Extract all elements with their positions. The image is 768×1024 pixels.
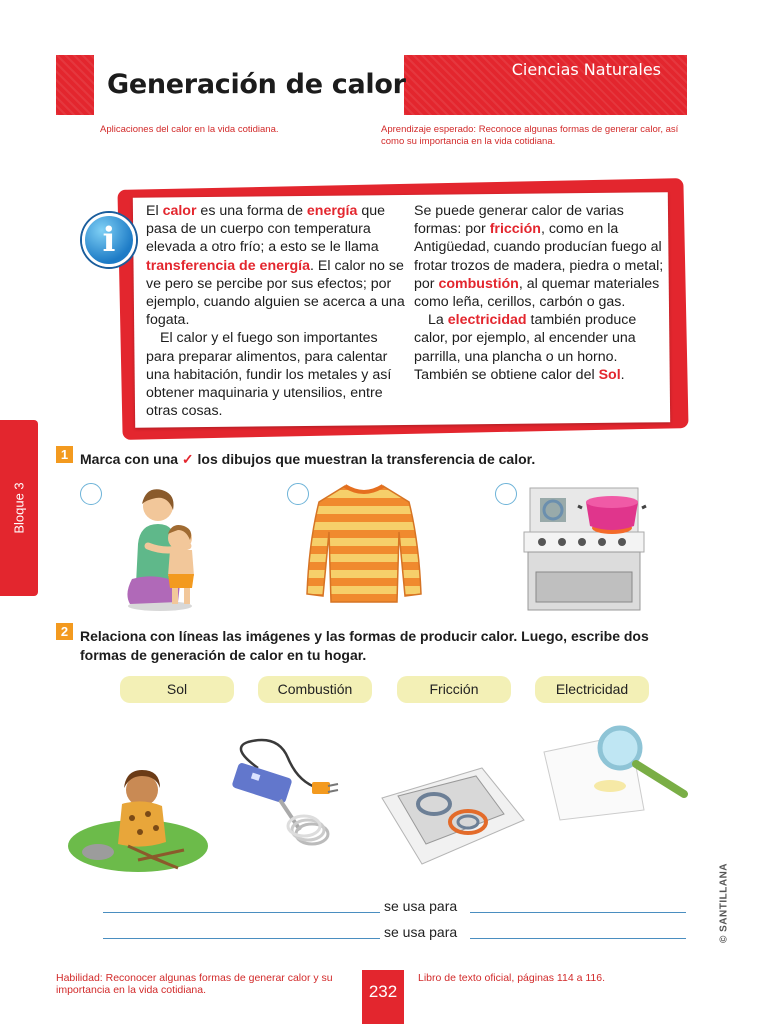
activity-number-badge: 2 bbox=[56, 623, 73, 640]
answer-line[interactable] bbox=[103, 938, 380, 939]
check-mark-icon: ✓ bbox=[181, 451, 194, 467]
block-label: Bloque 3 bbox=[11, 482, 27, 534]
hugging-people-image bbox=[118, 484, 208, 612]
info-text: La bbox=[428, 312, 448, 329]
electric-heater-coil-image bbox=[228, 738, 348, 850]
instruction-text: los dibujos que muestran la transferencia de calor. bbox=[193, 451, 536, 467]
info-column-1 bbox=[146, 202, 408, 420]
option-friccion[interactable]: Fricción bbox=[397, 676, 511, 703]
gas-burner-image bbox=[378, 764, 526, 868]
info-text: que pasa de un cuerpo con temperatura elevada a otro frío; a esto se le llama bbox=[146, 203, 385, 256]
answer-line[interactable] bbox=[470, 912, 686, 913]
info-text: Se puede generar calor de varias formas: por bbox=[414, 203, 624, 238]
option-electricidad[interactable]: Electricidad bbox=[535, 676, 649, 703]
activity-2-instruction: Relaciona con líneas las imágenes y las formas de producir calor. Luego, escribe dos formas de generación de calor en tu hogar. bbox=[80, 628, 649, 663]
answer-line[interactable] bbox=[103, 912, 380, 913]
keyword-calor: calor bbox=[162, 203, 197, 219]
stove-image bbox=[520, 484, 648, 612]
publisher-label: © SANTILLANA bbox=[718, 862, 730, 944]
keyword-sol: Sol bbox=[598, 366, 621, 383]
info-text: , como en la Antigüedad, cuando producían fuego al frotar trozos de madera, piedra o metal; por bbox=[414, 221, 664, 292]
info-text: es una forma de bbox=[196, 203, 307, 219]
keyword-transferencia: transferencia de energía bbox=[146, 257, 311, 274]
keyword-friccion: fricción bbox=[489, 221, 541, 238]
keyword-combustion: combustión bbox=[438, 275, 519, 292]
info-text: El bbox=[146, 203, 163, 219]
page-number: 232 bbox=[368, 982, 398, 1001]
caveman-fire-image bbox=[68, 764, 208, 874]
expected-learning: Aprendizaje esperado: Reconoce algunas formas de generar calor, así como su importancia en la vida cotidiana. bbox=[381, 124, 679, 147]
keyword-electricidad: electricidad bbox=[447, 312, 527, 329]
title-decoration-left bbox=[56, 55, 94, 115]
keyword-energia: energía bbox=[306, 203, 358, 219]
info-text: también produce calor, por ejemplo, al encender una parrilla, una plancha o un horno. También se obtiene calor del bbox=[414, 312, 637, 383]
checkbox-stove[interactable] bbox=[495, 483, 517, 505]
instruction-text: Marca con una bbox=[80, 451, 182, 467]
info-text: , al quemar materiales como leña, cerillos, carbón o gas. bbox=[414, 275, 660, 311]
magnifying-glass-paper-image bbox=[540, 724, 690, 822]
connector-text: se usa para bbox=[384, 924, 458, 940]
option-sol[interactable]: Sol bbox=[120, 676, 234, 703]
sweater-image bbox=[305, 482, 423, 606]
subject-label: Ciencias Naturales bbox=[511, 60, 661, 79]
topic-label: Aplicaciones del calor en la vida cotidiana. bbox=[100, 124, 279, 135]
activity-1-instruction bbox=[80, 450, 535, 469]
activity-number-badge: 1 bbox=[56, 446, 73, 463]
answer-line[interactable] bbox=[470, 938, 686, 939]
textbook-reference: Libro de texto oficial, páginas 114 a 116. bbox=[418, 972, 605, 984]
connector-text: se usa para bbox=[384, 898, 458, 914]
skill-note: Habilidad: Reconocer algunas formas de generar calor y su importancia en la vida cotidiana. bbox=[56, 972, 333, 996]
option-combustion[interactable]: Combustión bbox=[258, 676, 372, 703]
info-icon: i bbox=[82, 213, 136, 267]
info-text: . El calor no se ve pero se percibe por sus efectos; por ejemplo, cuando alguien se acerca a una fogata. bbox=[146, 257, 405, 329]
info-column-2 bbox=[414, 202, 664, 384]
page-title: Generación de calor bbox=[107, 69, 406, 100]
checkbox-hugging-people[interactable] bbox=[80, 483, 102, 505]
info-text: . bbox=[620, 366, 625, 383]
info-text: El calor y el fuego son importantes para preparar alimentos, para calentar una habitación, fundir los metales y así obtener maquinaria y utensilios, entre otras cosas. bbox=[146, 330, 392, 420]
